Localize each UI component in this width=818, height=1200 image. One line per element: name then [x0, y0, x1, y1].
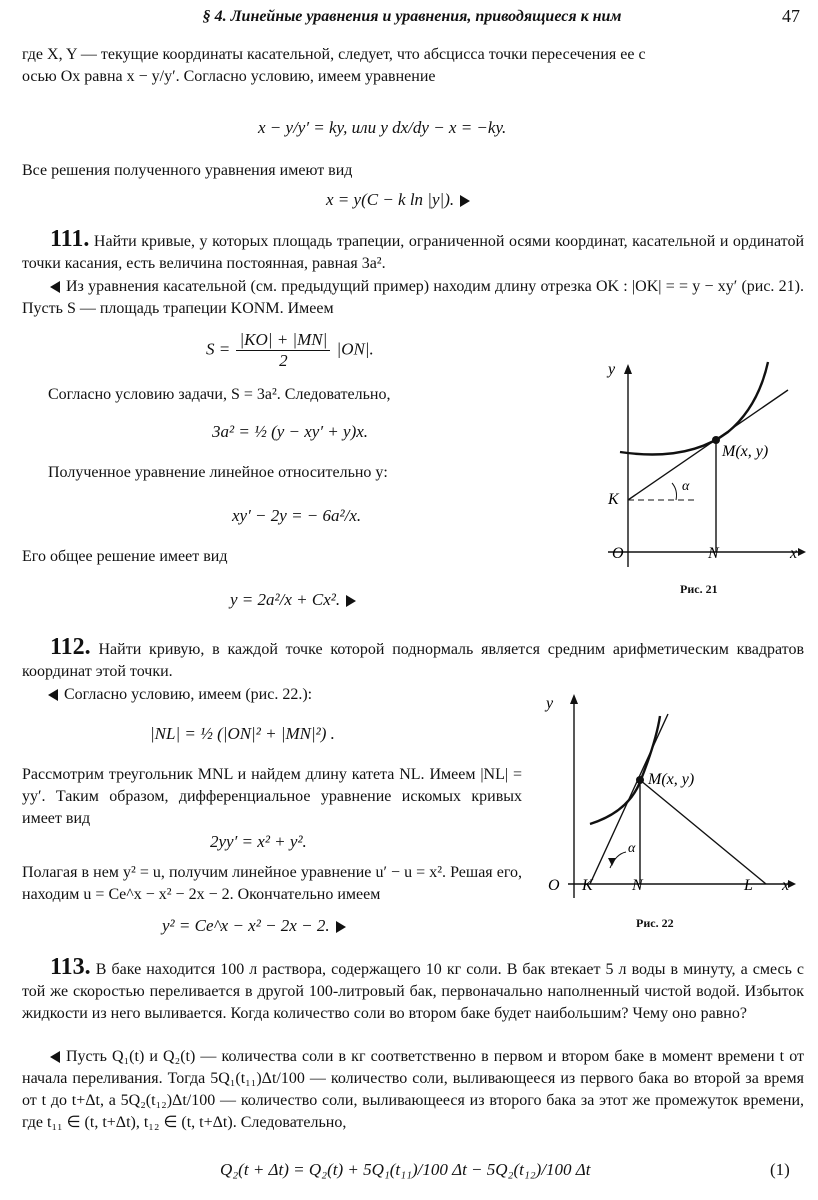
- equation-6: [230, 590, 356, 610]
- figure-22: [538, 688, 808, 904]
- y-axis-arrow: [624, 364, 632, 374]
- linear-text: Полученное уравнение линейное относительно y:: [48, 464, 388, 481]
- intro-line-1: где X, Y — текущие координаты касательной, следует, что абсцисса точки пересечения ее с: [22, 46, 646, 63]
- problem-113-number: 113.: [50, 954, 91, 980]
- condition-text: Согласно условию задачи, S = 3a². Следовательно,: [48, 386, 391, 403]
- problem-111: [22, 228, 804, 275]
- page-header: [20, 6, 804, 34]
- problem-113-solution-text: Пусть Q₁(t) и Q₂(t) — количества соли в кг соответственно в первом и втором баке в момент времени t от начала переливания. Тогда 5Q₁(t₁₁)Δt/100 — количество соли, выливающееся из первого бака во второй за время от t до t+Δt, а 5Q₂(t₁₂)Δt/100 — количество соли, выливающееся из второго бака за этот же промежуток времени, где t₁₁ ∈ (t, t+Δt), t₁₂ ∈ (t, t+Δt). Следовательно,: [22, 1048, 804, 1131]
- label-K: K: [608, 491, 619, 508]
- label-x: x: [790, 545, 798, 562]
- x-axis-arrow: [788, 880, 796, 888]
- equation-3-numerator: |KO| + |MN|: [236, 330, 330, 351]
- label-x: x: [782, 877, 790, 894]
- equation-5: xy′ − 2y = − 6a²/x.: [232, 506, 362, 525]
- problem-112-text: Найти кривую, в каждой точке которой поднормаль является средним арифметическим квадратов координат этой точки.: [22, 641, 804, 680]
- problem-112-solution: [48, 684, 518, 706]
- label-N: N: [632, 877, 643, 894]
- problem-113: [22, 956, 804, 1025]
- equation-3: [206, 330, 374, 371]
- y-axis-arrow: [570, 694, 578, 704]
- angle-arc: [672, 483, 677, 500]
- general-solution-text: Его общее решение имеет вид: [22, 548, 228, 565]
- equation-10-number: (1): [770, 1160, 790, 1179]
- equation-6-text: y = 2a²/x + Cx².: [230, 590, 341, 609]
- x-axis-arrow: [798, 548, 806, 556]
- start-of-solution-icon: [48, 689, 58, 701]
- problem-112: [22, 636, 804, 683]
- problem-111-text: Найти кривые, у которых площадь трапеции, ограниченной осями координат, касательной и ординатой точки касания, есть величина постоянная, равная 3a².: [22, 233, 805, 272]
- label-O: O: [548, 877, 560, 894]
- label-y: y: [608, 361, 616, 378]
- all-solutions-text: Все решения полученного уравнения имеют вид: [22, 162, 353, 179]
- section-title: § 4. Линейные уравнения и уравнения, приводящиеся к ним: [202, 8, 622, 25]
- point-M: [712, 436, 720, 444]
- equation-1: x − y/y′ = ky, или y dx/dy − x = −ky.: [258, 118, 507, 137]
- equation-2-text: x = y(C − k ln |y|).: [326, 190, 455, 209]
- equation-2: [326, 190, 470, 210]
- intro-paragraph: [22, 44, 804, 88]
- normal-line: [640, 780, 766, 884]
- label-L: L: [744, 877, 753, 894]
- equation-3-fraction: [236, 330, 330, 371]
- end-of-solution-icon: [460, 195, 470, 207]
- label-K: K: [582, 877, 593, 894]
- equation-7: |NL| = ½ (|ON|² + |MN|²) .: [150, 724, 335, 743]
- page-number: 47: [782, 6, 800, 26]
- figure-21-caption: Рис. 21: [680, 582, 718, 596]
- label-N: N: [708, 545, 719, 562]
- start-of-solution-icon: [50, 1051, 60, 1063]
- equation-3-denominator: 2: [279, 351, 288, 370]
- equation-9-text: y² = Ce^x − x² − 2x − 2.: [162, 916, 330, 935]
- equation-3-lhs: S =: [206, 339, 231, 359]
- label-alpha: α: [628, 841, 636, 856]
- problem-113-text: В баке находится 100 л раствора, содержащего 10 кг соли. В бак втекает 5 л воды в минуту, а смесь с той же скоростью переливается в другой 100-литровый бак, первоначально наполненный чистой водой. Избыток жидкости из него выливается. Когда количество соли во втором баке будет наибольшим? Чему оно равно?: [22, 961, 805, 1022]
- equation-3-rhs: |ON|.: [336, 339, 374, 359]
- intro-line-2: осью Ox равна x − y/y′. Согласно условию, имеем уравнение: [22, 68, 436, 85]
- problem-111-number: 111.: [50, 226, 90, 252]
- problem-112-solution-text: Согласно условию, имеем (рис. 22.):: [64, 686, 313, 703]
- equation-8: 2yy′ = x² + y².: [210, 832, 307, 851]
- angle-arrow: [608, 858, 616, 866]
- problem-112-number: 112.: [50, 634, 91, 660]
- equation-10: Q₂(t + Δt) = Q₂(t) + 5Q₁(t₁₁)/100 Δt − 5Q₂(t₁₂)/100 Δt: [220, 1160, 591, 1179]
- label-M: M(x, y): [722, 443, 769, 460]
- end-of-solution-icon: [346, 595, 356, 607]
- start-of-solution-icon: [50, 281, 60, 293]
- label-M: M(x, y): [648, 771, 695, 788]
- equation-9: [162, 916, 346, 936]
- figure-21: [598, 352, 808, 572]
- end-of-solution-icon: [336, 921, 346, 933]
- label-O: O: [612, 545, 624, 562]
- point-M: [636, 776, 644, 784]
- equation-4: 3a² = ½ (y − xy′ + y)x.: [212, 422, 369, 441]
- problem-111-solution-text: Из уравнения касательной (см. предыдущий пример) находим длину отрезка OK : |OK| = = y − xy′ (рис. 21). Пусть S — площадь трапеции KONM. Имеем: [22, 278, 804, 317]
- label-alpha: α: [682, 479, 690, 494]
- problem-113-solution: [22, 1046, 804, 1134]
- figure-22-caption: Рис. 22: [636, 916, 674, 930]
- problem-111-solution: [22, 276, 804, 320]
- curve: [620, 362, 768, 455]
- triangle-text: Рассмотрим треугольник MNL и найдем длину катета NL. Имеем |NL| = yy′. Таким образом, дифференциальное уравнение искомых кривых имеет вид: [22, 766, 522, 827]
- tangent-line: [590, 714, 668, 884]
- label-y: y: [546, 695, 554, 712]
- substitution-text: Полагая в нем y² = u, получим линейное уравнение u′ − u = x². Решая его, находим u = Ce^x − x² − 2x − 2. Окончательно имеем: [22, 864, 522, 903]
